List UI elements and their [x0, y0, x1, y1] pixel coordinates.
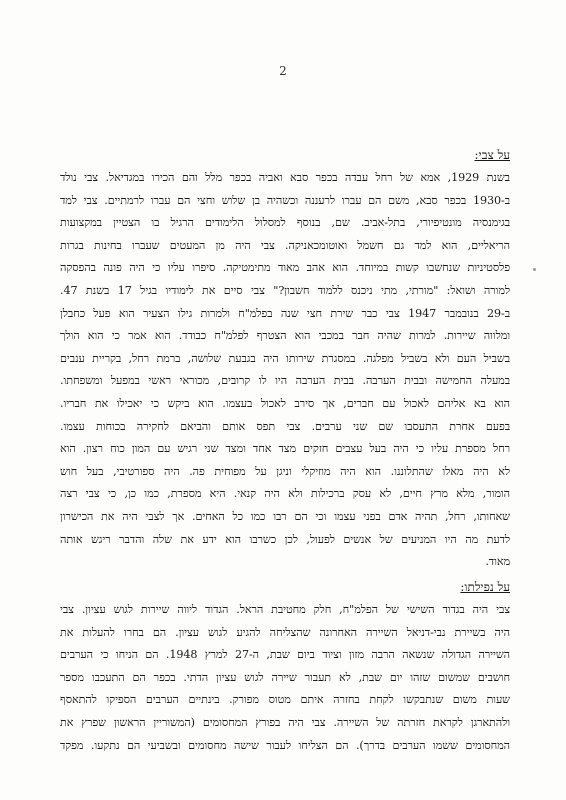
- paragraph-line: חושבים שמשום שזהו יום שבת, לא תעבור שיירה לגוש עציון הדתי. בכפר הם התעכבו מספר: [60, 670, 510, 684]
- section-about-his-fall: [60, 580, 510, 757]
- paragraph-line: לא היה מאלו שהתלוננו. הוא היה מוזיקלי וניגן על מפוחית פה. היה ספורטיבי, בעל חוש: [60, 464, 510, 478]
- paragraph-line: מאוד.: [485, 555, 510, 569]
- paragraph-line: השיירה הגדולה שנשאה הרבה מזון וציוד ביום שבת, ה-27 למרץ 1948. הם הניחו כי הערבים: [60, 648, 510, 662]
- paragraph-line: בשנת 1929, אמא של רחל עבדה בכפר סבא ואביה בכפר מלל והם הכירו במגדיאל. צבי נולד: [60, 171, 510, 184]
- paragraph-line: למורה ושואל: "מורתי, מתי ניכנס ללמוד חשבון?" צבי סיים את לימודיו בגיל 17 בשנת 47.: [60, 283, 510, 297]
- paragraph-line: ב-29 בנובמבר 1947 צבי כבר שירת חצי שנה בפלמ"ח ולמרות גילו הצעיר הוא פעל כחבלן: [60, 306, 510, 320]
- paragraph-line: המחסומים ששמו הערבים בדרך). הם הצליחו לעבור שישה מחסומים ובשביעי הם נתקעו. מפקד: [60, 738, 510, 752]
- paragraph-line: הוא בא אליהם לאכול עם חברים, אך סירב לאכול בעצמו. הוא ביקש כי יאכילו את חבריו.: [60, 396, 510, 410]
- paragraph-line: בשביל העם ולא בשביל מפלגה. במסגרת שירותו היה בגבעת שלושה, ברמת רחל, בקריית ענבים: [60, 351, 510, 365]
- paragraph-line: לדעת מה היו המניעים של אנשים לפעול, לכן כשרבו הוא ידע את שלה והדבר ריגש אותה: [60, 532, 510, 546]
- paragraph-line: רחל מספרת עליו כי היה בעל עצבים חזקים מצד אחד ומצד שני רגיש עם המון כוח רצון. הוא: [60, 442, 510, 456]
- paragraph-line: ומלווה שיירות. למרות שהיה חבר במכבי הוא הצטרף לפלמ"ח כבודד. הוא אמר כי הוא הולך: [60, 329, 510, 343]
- paragraph-line: פלסטיניות שנחשבו קשות במיוחד. הוא אהב מאוד מתימטיקה. סיפרו עליו כי היה פונה בהפסקה: [60, 261, 510, 275]
- page-number: 2: [279, 64, 287, 78]
- paragraph-line: הומור, מלא מרץ חיים, לא עסק ברכילות ולא היה קנאי. היא מספרת, כמו כן, כי צבי רצה: [60, 487, 510, 501]
- paragraph-line: היה בשיירת נבי-דניאל השיירה האחרונה שהצליחה להגיע לגוש עציון. הם בחרו להעלות את: [60, 625, 510, 639]
- paragraph-line: ולהתארגן לקראת חזרתה של השיירה. צבי היה בפורץ המחסומים (המשוריין הראשון שפרץ את: [60, 715, 510, 729]
- paragraph-line: במעלה החמישה ובבית הערבה. בבית הערבה היו לו קרובים, מכוראי ראשי במפעל ומשפחתו.: [60, 374, 510, 388]
- paragraph-line: בגימנסיה מונטיפיורי, בתל-אביב. שם, בנוסף למסלול הלימודים הרגיל בו הצטיין במקצועות: [60, 216, 510, 230]
- scan-speck: [533, 268, 536, 271]
- section-heading: על צבי:: [474, 148, 510, 162]
- paragraph-line: שעות משום שנתבקשו לקחת בחזרה איתם מטוס מפורק. בינתיים הערבים הספיקו להתאסף: [60, 693, 510, 707]
- section-heading: על נפילתו:: [460, 580, 510, 594]
- paragraph-line: צבי היה בגדוד השישי של הפלמ"ח, חלק מחטיבת הראל. הגדוד ליווה שיירות לגוש עציון. צבי: [60, 603, 510, 616]
- paragraph-line: שאחותו, רחל, תהיה אדם בפני עצמו וכי הם רבו כמו כל האחים. אך לצבי היה את הכישרון: [60, 509, 510, 523]
- paragraph-line: הריאליים, הוא למד גם חשמל ואוטומכאניקה. צבי היה מן המעטים שעברו בחינות בגרות: [60, 238, 510, 252]
- paragraph-line: בפעם אחרת התעסבו שם שני ערבים. צבי תפס אותם והביאם לחקירה בכוחות עצמו.: [60, 419, 510, 433]
- paragraph-line: ב-1930 בכפר סבא, משם הם עברו לרעננה וכשהיה בן שלוש וחצי הם עברו לרמתיים. צבי למד: [60, 193, 510, 207]
- section-about-tzvi: [60, 148, 510, 574]
